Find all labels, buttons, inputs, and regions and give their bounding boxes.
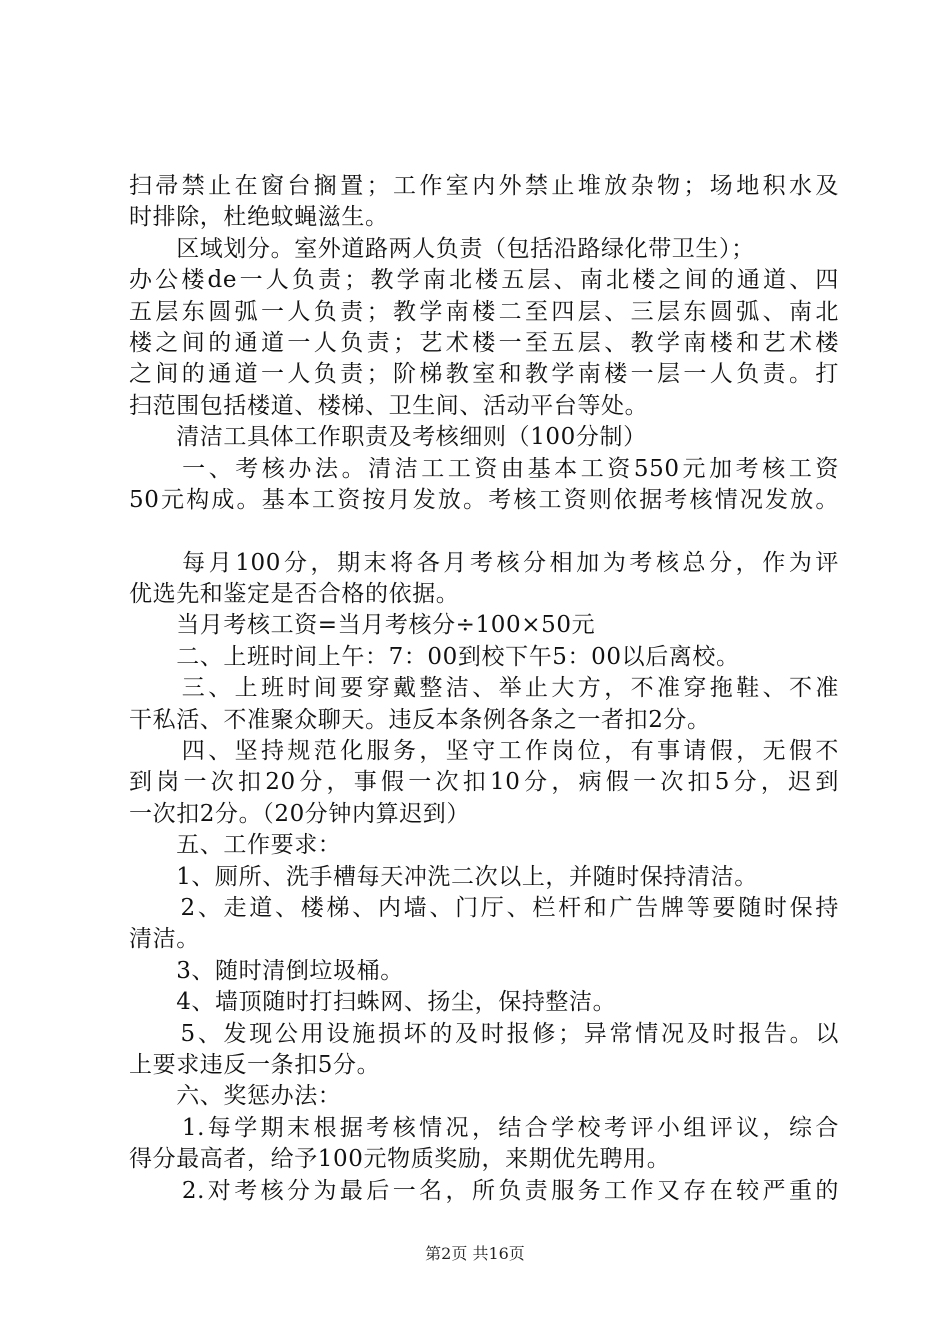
text-line: 四、坚持规范化服务，坚守工作岗位，有事请假，无假不	[129, 738, 839, 765]
text-line: 2、走道、楼梯、内墙、门厅、栏杆和广告牌等要随时保持	[129, 894, 839, 921]
text-line: 优选先和鉴定是否合格的依据。	[129, 581, 460, 608]
text-line: 扫帚禁止在窗台搁置；工作室内外禁止堆放杂物；场地积水及	[129, 173, 839, 199]
page-footer	[0, 1244, 950, 1264]
text-line: 5、发现公用设施损坏的及时报修；异常情况及时报告。以	[129, 1020, 839, 1047]
text-line: 之间的通道一人负责；阶梯教室和教学南楼一层一人负责。打	[129, 361, 839, 388]
text-line: 六、奖惩办法：	[129, 1083, 342, 1110]
text-line: 3、随时清倒垃圾桶。	[129, 957, 404, 984]
text-line: 楼之间的通道一人负责；艺术楼一至五层、教学南楼和艺术楼	[129, 329, 839, 356]
text-line: 1.每学期末根据考核情况，结合学校考评小组评议，综合	[129, 1114, 839, 1141]
text-line: 五层东圆弧一人负责；教学南楼二至四层、三层东圆弧、南北	[129, 298, 839, 325]
text-line: 上要求违反一条扣5分。	[129, 1051, 381, 1078]
text-line: 区域划分。室外道路两人负责（包括沿路绿化带卫生）；	[129, 235, 755, 262]
text-line: 清洁。	[129, 926, 200, 953]
text-line: 一、考核办法。清洁工工资由基本工资550元加考核工资	[129, 455, 839, 482]
text-line: 三、上班时间要穿戴整洁、举止大方，不准穿拖鞋、不准	[129, 675, 839, 702]
text-line: 4、墙顶随时打扫蛛网、扬尘，保持整洁。	[129, 989, 617, 1016]
text-line: 2.对考核分为最后一名，所负责服务工作又存在较严重的	[129, 1177, 839, 1204]
text-line: 当月考核工资=当月考核分÷100×50元	[129, 612, 596, 639]
text-line: 每月100分，期末将各月考核分相加为考核总分，作为评	[129, 549, 839, 576]
text-line: 到岗一次扣20分，事假一次扣10分，病假一次扣5分，迟到	[129, 769, 839, 796]
text-line: 50元构成。基本工资按月发放。考核工资则依据考核情况发放。	[129, 486, 839, 513]
text-line: 扫范围包括楼道、楼梯、卫生间、活动平台等处。	[129, 392, 649, 419]
blank-line	[129, 516, 839, 547]
text-line: 干私活、不准聚众聊天。违反本条例各条之一者扣2分。	[129, 706, 711, 733]
text-line: 五、工作要求：	[129, 832, 342, 859]
text-line: 一次扣2分。（20分钟内算迟到）	[129, 800, 470, 827]
text-line: 清洁工具体工作职责及考核细则（100分制）	[129, 424, 647, 451]
text-line: 办公楼de一人负责；教学南北楼五层、南北楼之间的通道、四	[129, 267, 839, 294]
text-line: 1、厕所、洗手槽每天冲洗二次以上，并随时保持清洁。	[129, 863, 758, 890]
document-body	[129, 171, 839, 1207]
text-line: 二、上班时间上午：7：00到校下午5：00以后离校。	[129, 643, 740, 670]
text-line: 得分最高者，给予100元物质奖励，来期优先聘用。	[129, 1146, 671, 1173]
page-number: 第2页 共16页	[425, 1244, 525, 1263]
text-line: 时排除，杜绝蚊蝇滋生。	[129, 204, 389, 231]
